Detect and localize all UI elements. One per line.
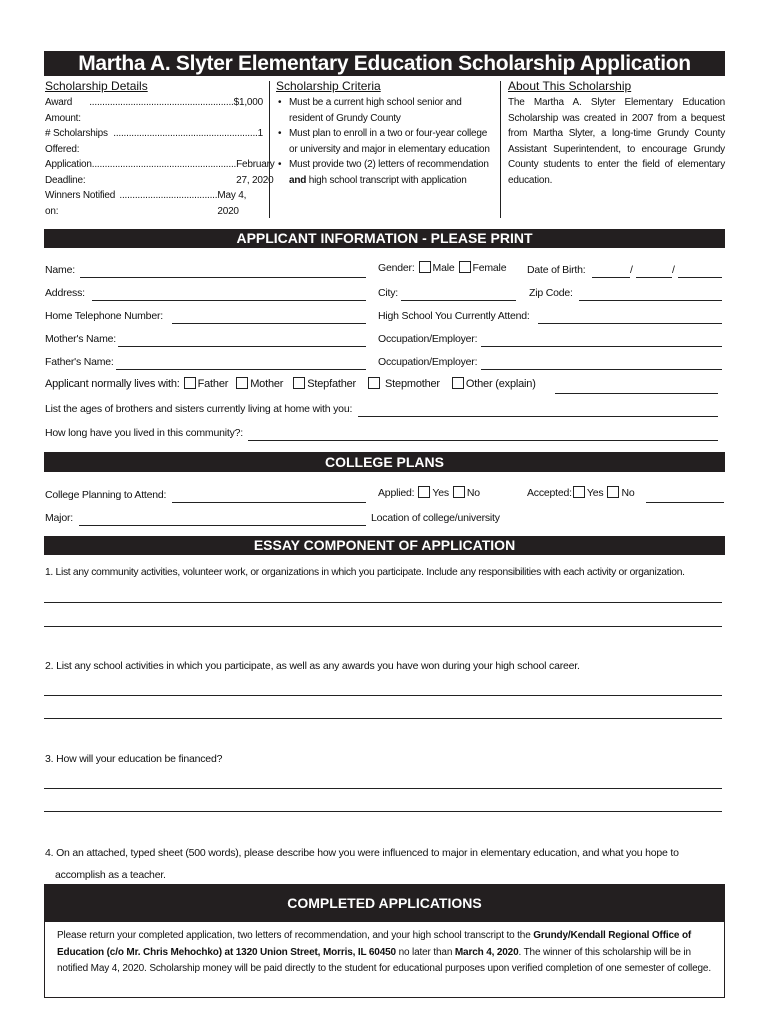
criteria-heading: Scholarship Criteria	[276, 79, 381, 93]
stepmother-checkbox[interactable]	[368, 377, 380, 389]
home-phone-field[interactable]	[172, 323, 366, 324]
gender-text: Gender:	[378, 262, 415, 274]
city-label: City:	[378, 287, 399, 299]
criteria-list	[276, 95, 498, 188]
essay-question-4-cont: accomplish as a teacher.	[55, 869, 166, 881]
essay-2-line-2[interactable]	[44, 718, 722, 719]
essay-question-2: 2. List any school activities in which you participate, as well as any awards you have won during your high school career.	[45, 660, 580, 672]
other-explain-field[interactable]	[555, 393, 718, 394]
dob-label: Date of Birth:	[527, 264, 586, 276]
applied-row	[378, 486, 480, 499]
male-checkbox[interactable]	[419, 261, 431, 273]
accepted-no-label: No	[621, 487, 635, 499]
father-name-field[interactable]	[116, 369, 366, 370]
accepted-row	[527, 486, 634, 499]
stepfather-option-label: Stepfather	[307, 378, 357, 390]
essay-1-line-1[interactable]	[44, 602, 722, 603]
applied-no-label: No	[466, 487, 480, 499]
accepted-yes-checkbox[interactable]	[573, 486, 585, 498]
dob-month-field[interactable]	[592, 277, 630, 278]
detail-value: May 4, 2020	[217, 190, 247, 217]
column-divider	[500, 81, 501, 218]
applied-yes-label: Yes	[432, 487, 449, 499]
father-option-label: Father	[197, 378, 229, 390]
father-name-label: Father's Name:	[45, 356, 114, 368]
college-planning-label: College Planning to Attend:	[45, 489, 167, 501]
detail-deadline: Application Deadline: ........................................................ February 27, 2020	[45, 157, 263, 188]
details-heading: Scholarship Details	[45, 79, 148, 93]
mother-name-label: Mother's Name:	[45, 333, 116, 345]
detail-label: Winners Notified on:	[45, 190, 116, 217]
siblings-label: List the ages of brothers and sisters currently living at home with you:	[45, 403, 353, 415]
accepted-label: Accepted:	[527, 487, 572, 499]
gender-label	[378, 261, 506, 274]
detail-label: Application Deadline:	[45, 159, 92, 186]
accepted-yes-label: Yes	[586, 487, 604, 499]
detail-value: February 27, 2020	[236, 159, 275, 186]
office-address: Grundy/Kendall Regional Office of Education (c/o Mr. Chris Mehochko) at 1320 Union Street, Morris, IL 60450	[57, 930, 692, 958]
dob-year-field[interactable]	[678, 277, 722, 278]
detail-notified: Winners Notified on: ...................................... May 4, 2020	[45, 188, 263, 219]
community-label: How long have you lived in this community?:	[45, 427, 244, 439]
address-field[interactable]	[92, 300, 366, 301]
completed-applications-box	[44, 884, 725, 998]
details-list	[45, 95, 275, 219]
essay-3-line-1[interactable]	[44, 788, 722, 789]
female-label: Female	[472, 262, 507, 274]
accepted-note-field[interactable]	[646, 502, 724, 503]
detail-award: Award Amount: ........................................................ $1,000	[45, 95, 263, 126]
zip-field[interactable]	[579, 300, 722, 301]
applied-yes-checkbox[interactable]	[418, 486, 430, 498]
dob-separator: /	[672, 264, 675, 276]
mother-checkbox[interactable]	[236, 377, 248, 389]
instructions-text: . The winner of this scholarship will be in notified May 4, 2020. Scholarship money will be paid directly to the student for educational purposes upon verified completion of one semester of college.	[57, 946, 711, 974]
criteria-item: • Must plan to enroll in a two or four-year college or university and major in elementary education	[289, 126, 498, 157]
home-phone-label: Home Telephone Number:	[45, 310, 163, 322]
essay-question-4: 4. On an attached, typed sheet (500 words), please describe how you were influenced to major in elementary education, and what you hope to	[45, 847, 679, 859]
father-checkbox[interactable]	[184, 377, 196, 389]
father-occupation-label: Occupation/Employer:	[378, 356, 478, 368]
major-field[interactable]	[79, 525, 366, 526]
essay-banner: ESSAY COMPONENT OF APPLICATION	[44, 536, 725, 555]
detail-label: Award Amount:	[45, 97, 81, 124]
college-location-label: Location of college/university	[371, 512, 500, 524]
female-checkbox[interactable]	[459, 261, 471, 273]
mother-occupation-label: Occupation/Employer:	[378, 333, 478, 345]
male-label: Male	[432, 262, 455, 274]
completed-instructions	[45, 922, 724, 978]
name-label: Name:	[45, 264, 75, 276]
major-label: Major:	[45, 512, 73, 524]
column-divider	[269, 81, 270, 218]
detail-count: # Scholarships Offered: ........................................................ 1	[45, 126, 263, 157]
criteria-item: • Must be a current high school senior and resident of Grundy County	[289, 95, 498, 126]
mother-option-label: Mother	[250, 378, 284, 390]
dob-separator: /	[630, 264, 633, 276]
dob-day-field[interactable]	[636, 277, 672, 278]
essay-question-3: 3. How will your education be financed?	[45, 753, 223, 765]
stepmother-option-label: Stepmother	[385, 378, 440, 390]
other-option-label: Other (explain)	[465, 378, 536, 390]
high-school-field[interactable]	[538, 323, 722, 324]
address-label: Address:	[45, 287, 85, 299]
lives-with-label: Applicant normally lives with:	[45, 378, 180, 390]
criteria-item: • Must provide two (2) letters of recommendation and high school transcript with application	[289, 157, 498, 188]
essay-3-line-2[interactable]	[44, 811, 722, 812]
about-heading: About This Scholarship	[508, 79, 632, 93]
form-title: Martha A. Slyter Elementary Education Scholarship Application	[44, 51, 725, 76]
stepfather-checkbox[interactable]	[293, 377, 305, 389]
other-checkbox[interactable]	[452, 377, 464, 389]
detail-value: $1,000	[233, 97, 263, 108]
return-deadline: March 4, 2020	[454, 946, 519, 958]
completed-banner: COMPLETED APPLICATIONS	[45, 885, 724, 922]
about-text: The Martha A. Slyter Elementary Education Scholarship was created in 2007 from a bequest from Martha Slyter, a long-time Grundy County Assistant Superintendent, to encourage Grundy County students to enter the field of elementary education.	[508, 97, 725, 186]
high-school-label: High School You Currently Attend:	[378, 310, 530, 322]
city-field[interactable]	[401, 300, 516, 301]
mother-occupation-field[interactable]	[481, 346, 722, 347]
college-banner: COLLEGE PLANS	[44, 452, 725, 472]
zip-label: Zip Code:	[529, 287, 573, 299]
essay-2-line-1[interactable]	[44, 695, 722, 696]
siblings-field[interactable]	[358, 416, 718, 417]
community-field[interactable]	[248, 440, 718, 441]
lives-with-row	[45, 377, 536, 390]
detail-value: 1	[257, 128, 263, 139]
father-occupation-field[interactable]	[481, 369, 722, 370]
name-field[interactable]	[80, 277, 366, 278]
essay-1-line-2[interactable]	[44, 626, 722, 627]
applicant-banner: APPLICANT INFORMATION - PLEASE PRINT	[44, 229, 725, 248]
detail-label: # Scholarships Offered:	[45, 128, 108, 155]
instructions-text: Please return your completed application, two letters of recommendation, and your high school transcript to the	[57, 930, 534, 941]
instructions-text: no later than	[395, 946, 455, 958]
applied-no-checkbox[interactable]	[453, 486, 465, 498]
applied-label: Applied:	[378, 487, 415, 499]
mother-name-field[interactable]	[118, 346, 366, 347]
emphasis-and: and	[289, 174, 307, 186]
accepted-no-checkbox[interactable]	[607, 486, 619, 498]
essay-question-1: 1. List any community activities, volunteer work, or organizations in which you participate. Include any responsibilities with each activity or organization.	[45, 567, 685, 578]
college-planning-field[interactable]	[172, 502, 366, 503]
